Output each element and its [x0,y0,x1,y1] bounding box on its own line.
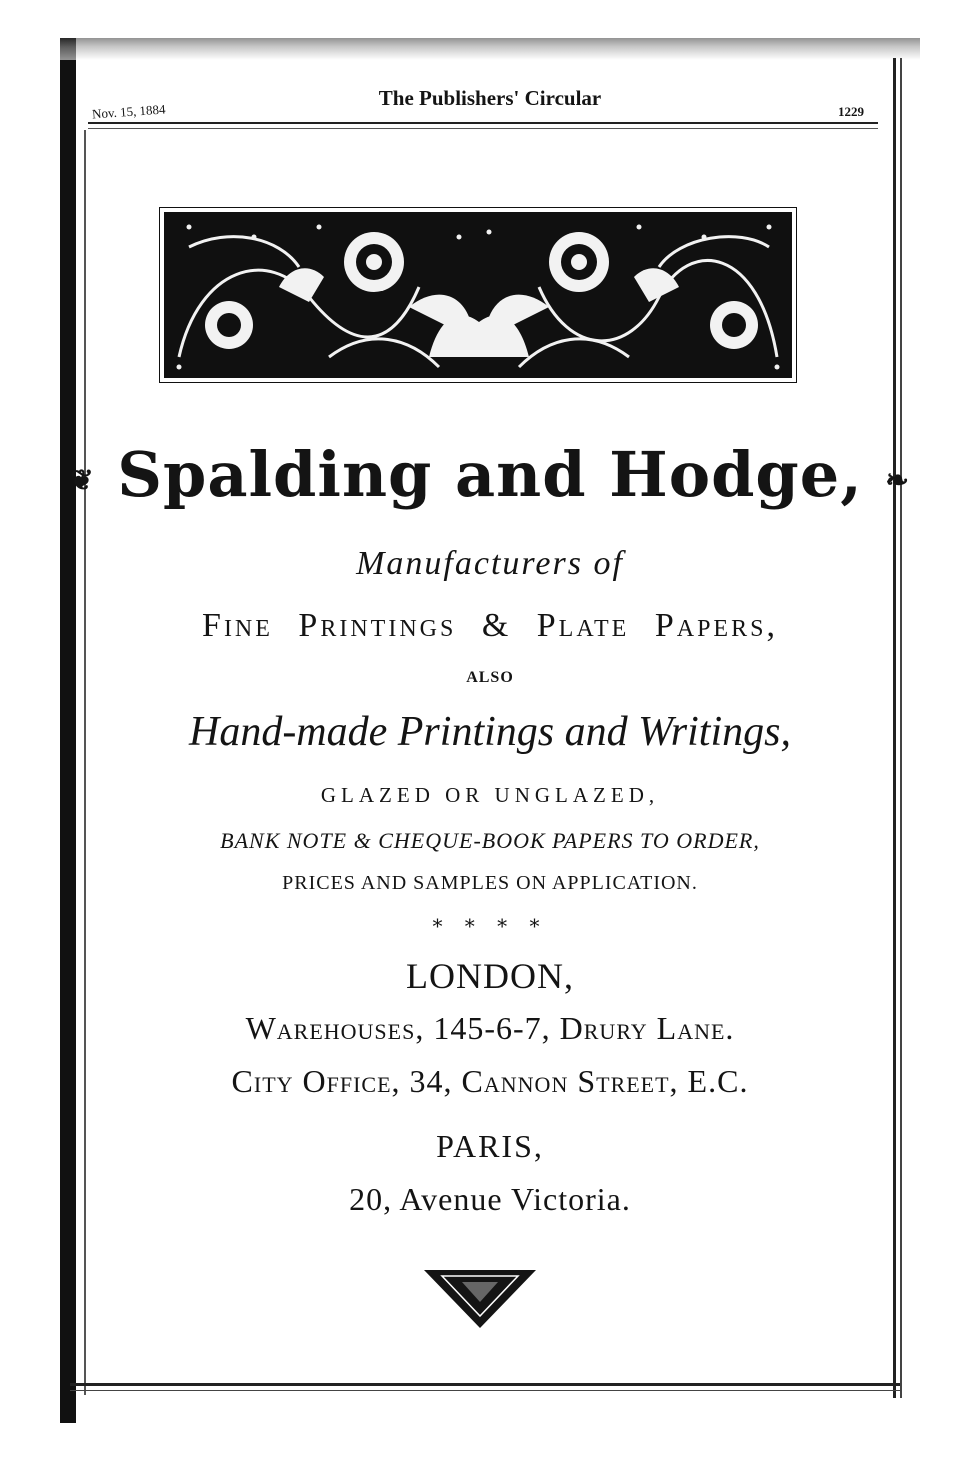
header-rule [88,122,878,124]
page-number: 1229 [838,104,864,119]
prices-line: PRICES AND SAMPLES ON APPLICATION. [282,872,698,894]
glazed-line: GLAZED OR UNGLAZED, [320,783,660,807]
header-rule-thin [88,128,878,129]
warehouses-line: Warehouses, 145-6-7, Drury Lane. [245,1010,735,1046]
handmade-line: Hand-made Printings and Writings, [188,709,791,755]
manufacturers-line: Manufacturers of [356,545,624,582]
firm-name-line [0,438,980,511]
london-heading: LONDON, [406,956,574,996]
triangle-ornament-icon [422,1268,538,1330]
firm-name: Spalding and Hodge, [117,438,863,511]
products-line: Fine Printings & Plate Papers, [202,607,778,644]
paris-address: 20, Avenue Victoria. [349,1181,631,1217]
ornament-stars: * * * * [432,914,548,938]
scan-edge-top [60,38,920,60]
bottom-rule-thin [70,1390,900,1391]
also-label: ALSO [466,669,514,686]
ornamental-banner-icon [159,207,797,383]
paris-heading: PARIS, [436,1128,544,1164]
fleuron-right-icon: ❧ [885,463,910,497]
bank-note-line: BANK NOTE & CHEQUE-BOOK PAPERS TO ORDER, [220,828,760,853]
header-title: The Publishers' Circular [378,86,602,110]
city-office-line: City Office, 34, Cannon Street, E.C. [231,1063,749,1099]
fleuron-left-icon: ❦ [70,463,95,497]
bottom-rule [70,1383,900,1386]
header-date: Nov. 15, 1884 [91,101,166,122]
